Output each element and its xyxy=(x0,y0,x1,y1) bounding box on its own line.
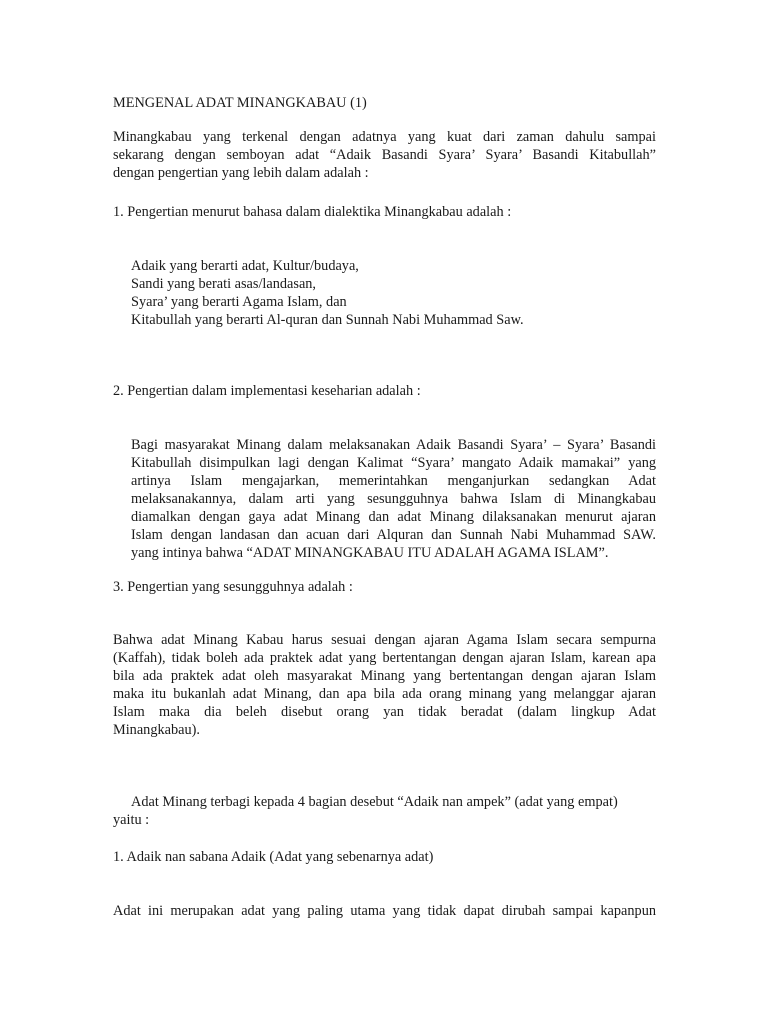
adat1-heading: 1. Adaik nan sabana Adaik (Adat yang sebenarnya adat) xyxy=(113,849,434,865)
paragraph-line: Islam dengan landasan dan acuan dari Alquran dan Sunnah Nabi Muhammad SAW. xyxy=(131,527,656,543)
paragraph-line: (Kaffah), tidak boleh ada praktek adat yang bertentangan dengan ajaran Islam, karean apa xyxy=(113,650,656,666)
section3-heading: 3. Pengertian yang sesungguhnya adalah : xyxy=(113,579,353,595)
paragraph-line: melaksanakannya, dalam arti yang sesungguhnya bahwa Islam di Minangkabau xyxy=(131,491,656,507)
paragraph-line: Bagi masyarakat Minang dalam melaksanakan Adaik Basandi Syara’ – Syara’ Basandi xyxy=(131,437,656,453)
paragraph-line: artinya Islam mengajarkan, memerintahkan menganjurkan sedangkan Adat xyxy=(131,473,656,489)
intro-paragraph xyxy=(113,128,656,182)
paragraph-line: bila ada praktek adat oleh masyarakat Minang yang bertentangan dengan ajaran Islam xyxy=(113,668,656,684)
paragraph-line: yang intinya bahwa “ADAT MINANGKABAU ITU ADALAH AGAMA ISLAM”. xyxy=(131,545,609,561)
paragraph-line: maka itu bukanlah adat Minang, dan apa bila ada orang minang yang melanggar ajaran xyxy=(113,686,656,702)
list-item: Adaik yang berarti adat, Kultur/budaya, xyxy=(131,258,359,274)
section1-heading: 1. Pengertian menurut bahasa dalam dialektika Minangkabau adalah : xyxy=(113,204,512,220)
list-item: Kitabullah yang berarti Al-quran dan Sunnah Nabi Muhammad Saw. xyxy=(131,312,524,328)
intro-line: Minangkabau yang terkenal dengan adatnya yang kuat dari zaman dahulu sampai xyxy=(113,129,656,145)
paragraph-line: yaitu : xyxy=(113,812,150,828)
paragraph-line: Adat Minang terbagi kepada 4 bagian desebut “Adaik nan ampek” (adat yang empat) xyxy=(131,794,618,810)
document-title: MENGENAL ADAT MINANGKABAU (1) xyxy=(113,95,367,111)
paragraph-line: Minangkabau). xyxy=(113,722,200,738)
section3-paragraph xyxy=(113,631,656,739)
paragraph-line: Bahwa adat Minang Kabau harus sesuai dengan ajaran Agama Islam secara sempurna xyxy=(113,632,656,648)
list-item: Syara’ yang berarti Agama Islam, dan xyxy=(131,294,347,310)
intro-line: sekarang dengan semboyan adat “Adaik Basandi Syara’ Syara’ Basandi Kitabullah” xyxy=(113,147,656,163)
adat1-paragraph xyxy=(113,902,656,920)
paragraph-line: Islam maka dia beleh disebut orang yan tidak beradat (dalam lingkup Adat xyxy=(113,704,656,720)
section2-heading: 2. Pengertian dalam implementasi keseharian adalah : xyxy=(113,383,421,399)
list-item: Sandi yang berati asas/landasan, xyxy=(131,276,317,292)
adat-intro-paragraph xyxy=(113,793,656,829)
paragraph-line: Adat ini merupakan adat yang paling utama yang tidak dapat dirubah sampai kapanpun xyxy=(113,903,656,919)
section1-list xyxy=(131,257,656,329)
intro-line: dengan pengertian yang lebih dalam adalah : xyxy=(113,165,369,181)
paragraph-line: diamalkan dengan gaya adat Minang dan adat Minang dilaksanakan menurut ajaran xyxy=(131,509,656,525)
section2-paragraph xyxy=(131,436,656,562)
paragraph-line: Kitabullah disimpulkan lagi dengan Kalimat “Syara’ mangato Adaik mamakai” yang xyxy=(131,455,656,471)
